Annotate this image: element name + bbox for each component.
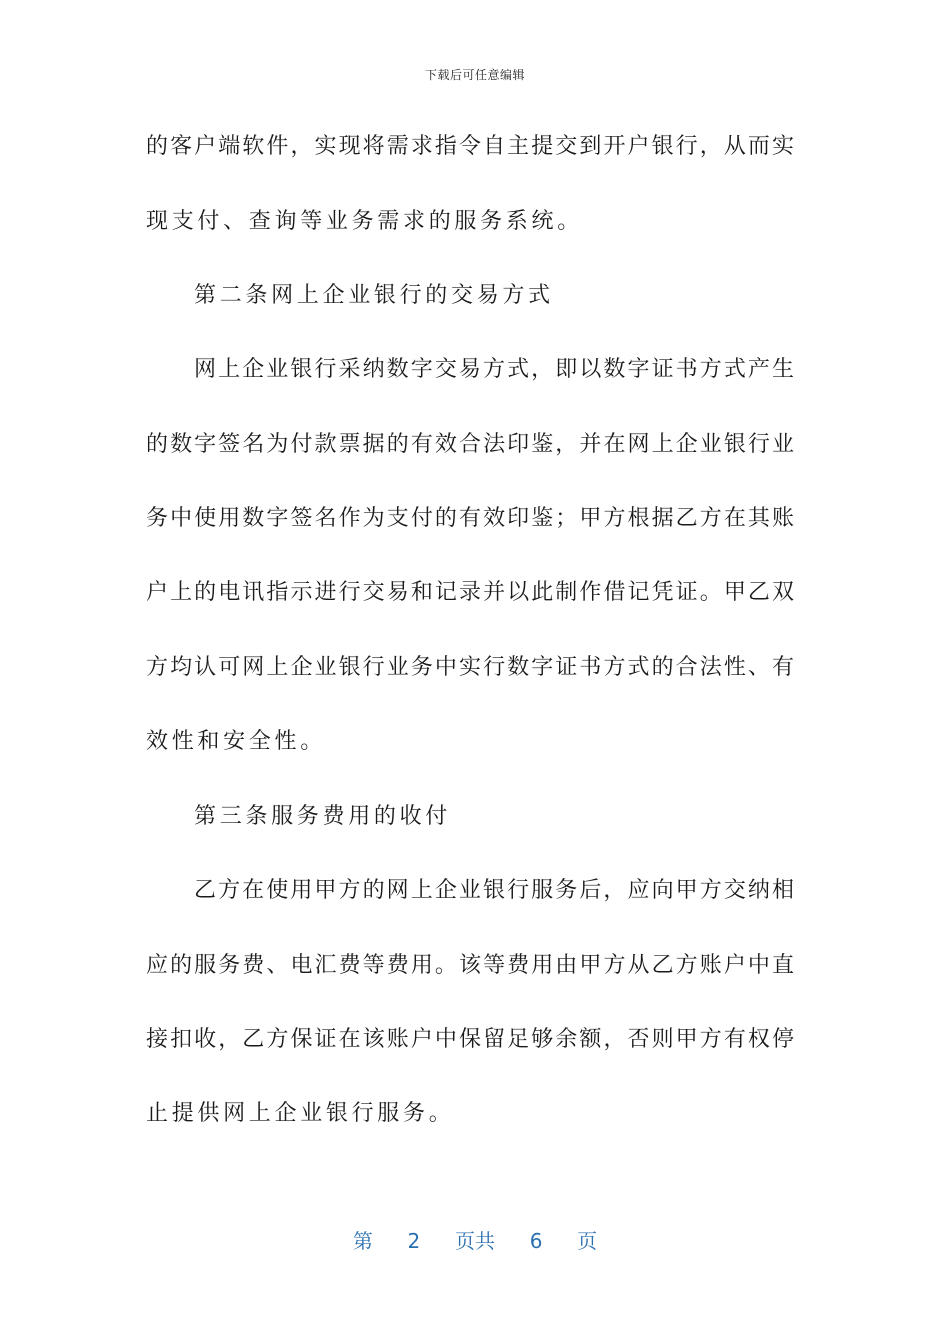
body-line-1: 的客户端软件，实现将需求指令自主提交到开户银行，从而实: [146, 134, 794, 159]
body-line-13: 接扣收，乙方保证在该账户中保留足够余额，否则甲方有权停: [146, 1027, 794, 1052]
body-line-7: 户上的电讯指示进行交易和记录并以此制作借记凭证。甲乙双: [146, 580, 794, 605]
current-page-number: 2: [407, 1229, 421, 1253]
total-pages-number: 6: [529, 1229, 543, 1253]
page-number-footer: [0, 1225, 950, 1254]
body-line-6: 务中使用数字签名作为支付的有效印鉴；甲方根据乙方在其账: [146, 506, 794, 531]
body-line-12: 应的服务费、电汇费等费用。该等费用由甲方从乙方账户中直: [146, 953, 794, 978]
article-heading-3: 第三条服务费用的收付: [194, 804, 452, 829]
body-line-11: 乙方在使用甲方的网上企业银行服务后，应向甲方交纳相: [194, 878, 794, 903]
body-line-9: 效性和安全性。: [146, 729, 326, 754]
body-line-4: 网上企业银行采纳数字交易方式，即以数字证书方式产生: [194, 357, 794, 382]
footer-suffix: 页: [577, 1229, 598, 1253]
footer-middle: 页共: [455, 1229, 495, 1253]
body-line-8: 方均认可网上企业银行业务中实行数字证书方式的合法性、有: [146, 655, 794, 680]
footer-prefix: 第: [352, 1229, 373, 1253]
body-line-2: 现支付、查询等业务需求的服务系统。: [146, 209, 583, 234]
body-line-14: 止提供网上企业银行服务。: [146, 1101, 455, 1126]
page-header-note: 下载后可任意编辑: [424, 68, 525, 82]
article-heading-2: 第二条网上企业银行的交易方式: [194, 283, 554, 308]
body-line-5: 的数字签名为付款票据的有效合法印鉴，并在网上企业银行业: [146, 432, 794, 457]
